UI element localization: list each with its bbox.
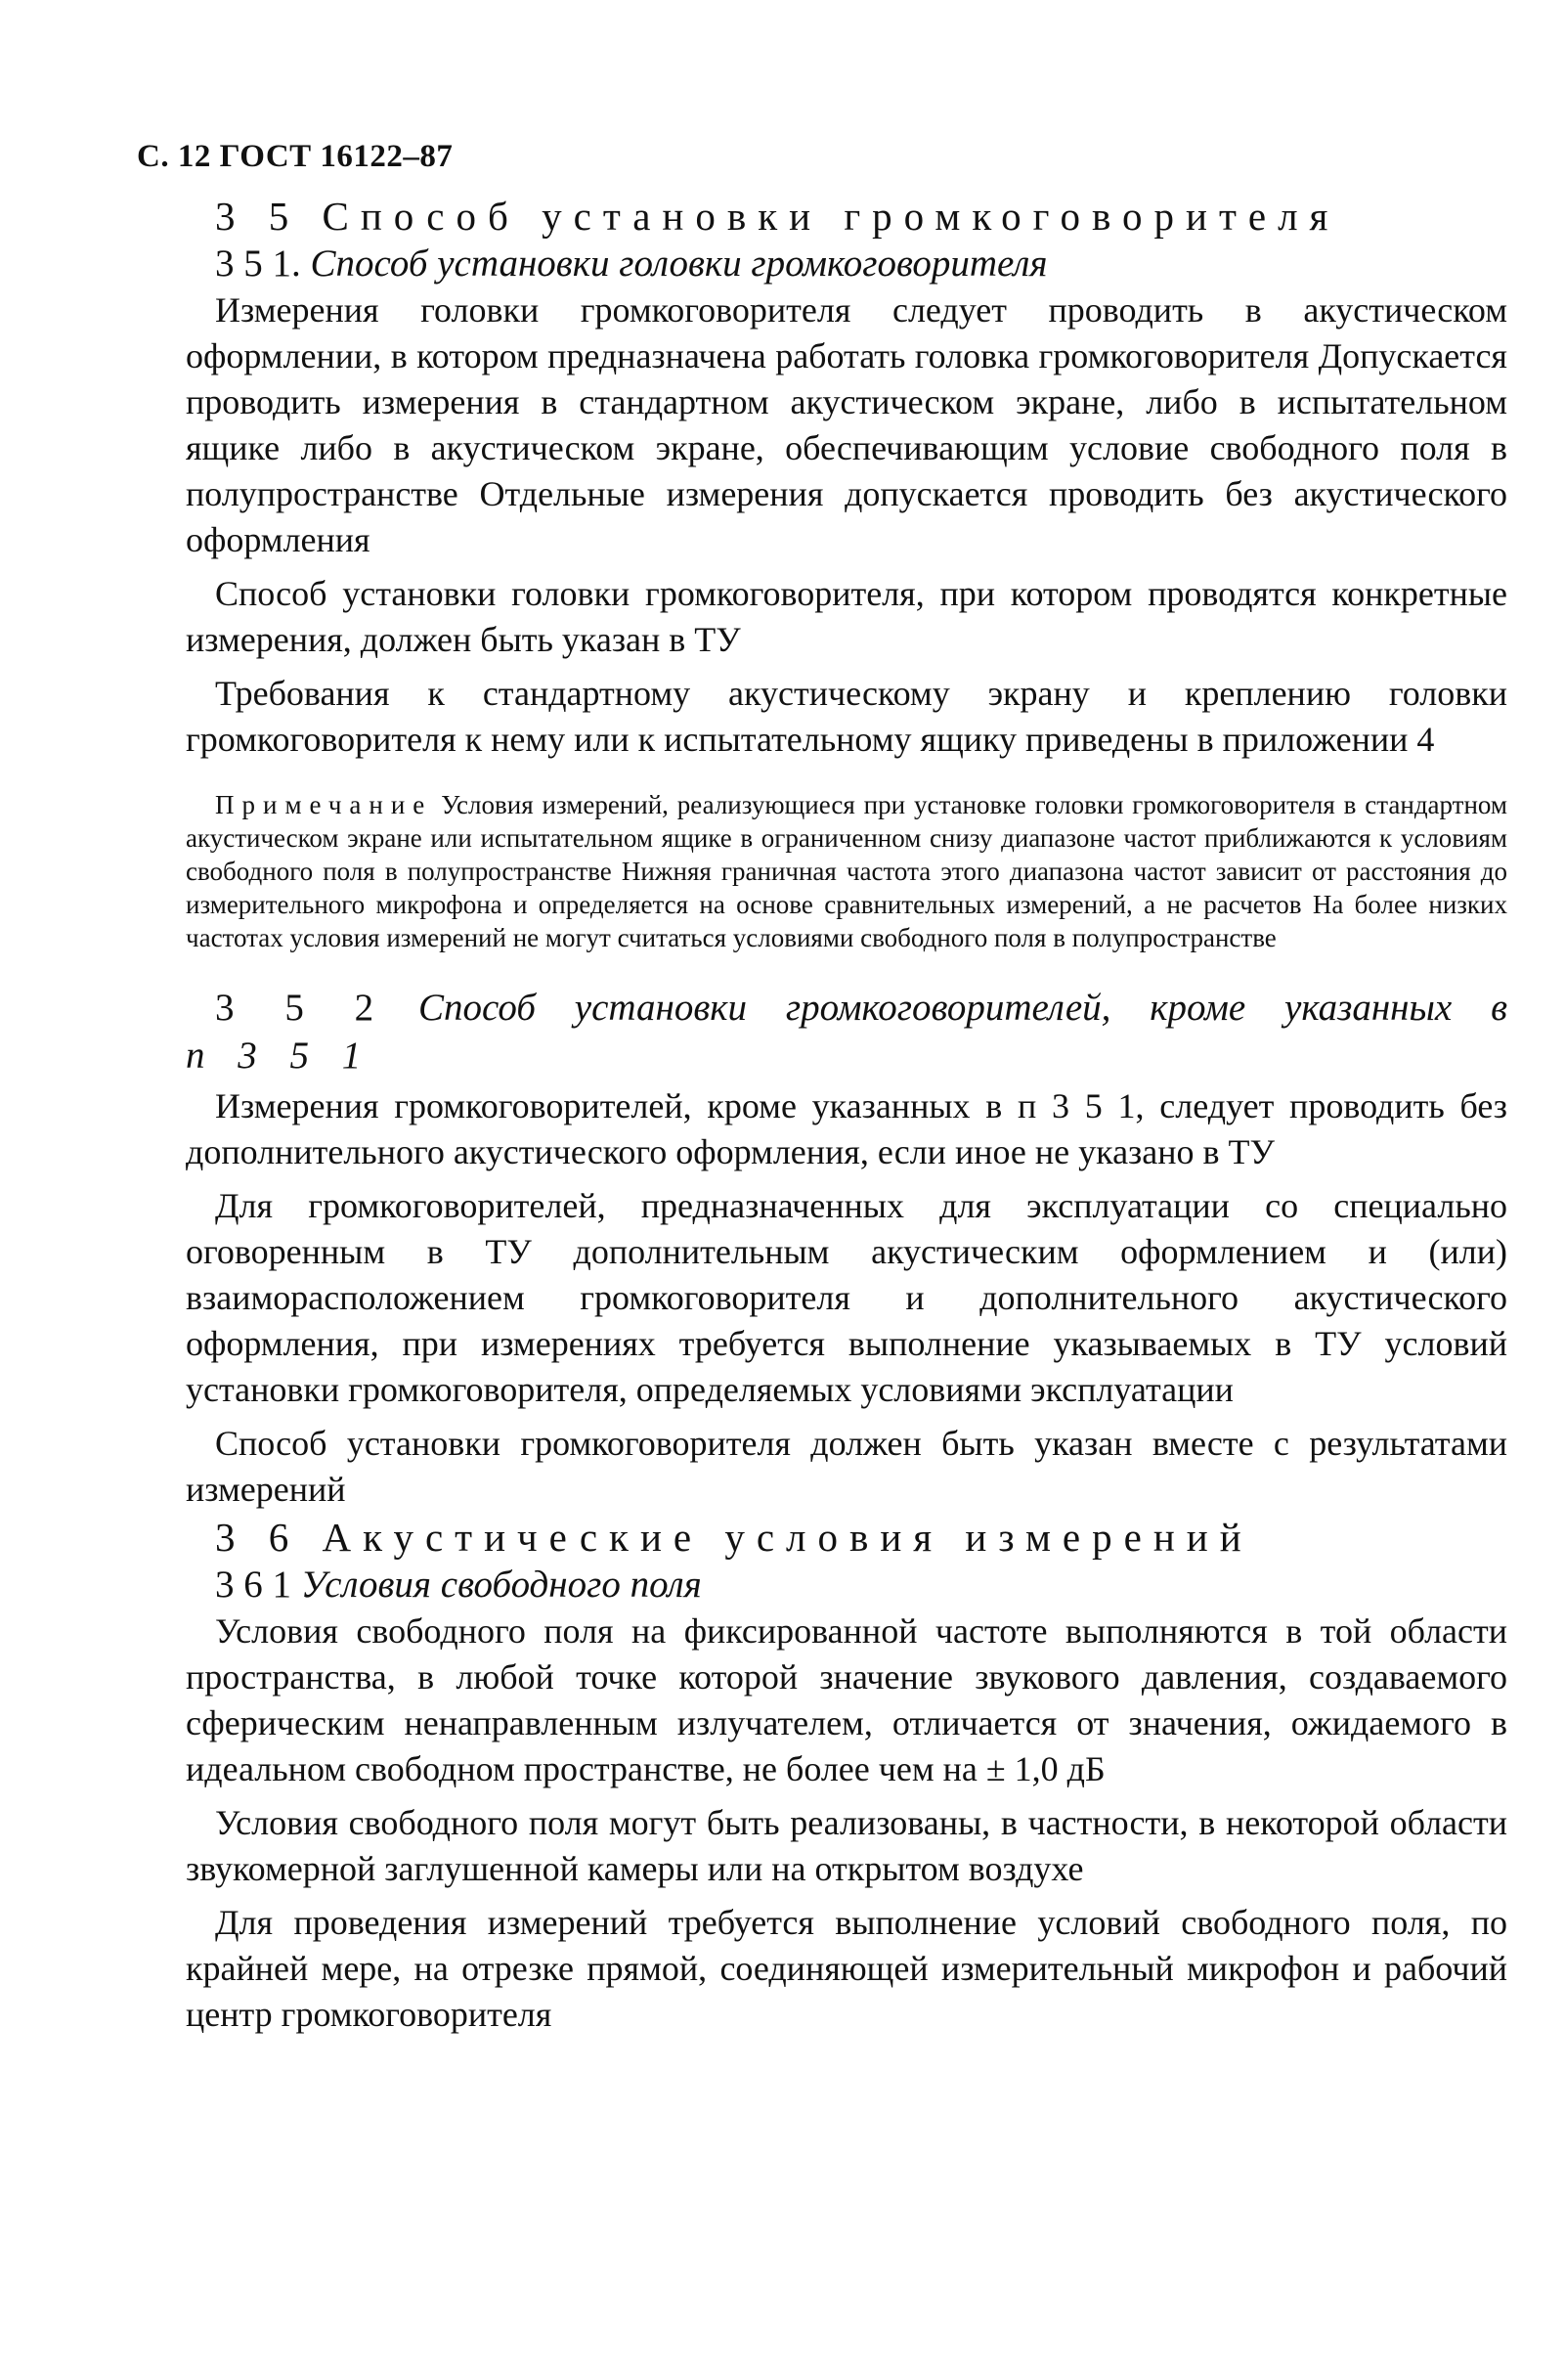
paragraph: Для громкоговорителей, предназначенных для эксплуатации со специально оговоренным в ТУ дополнительным акустическим оформлением и (или) взаиморасположением громкоговорителя и дополнительного акустического оформления, при измерениях требуется выполнение указываемых в ТУ условий установки громкоговорителя, определяемых условиями эксплуатации [186,1186,1507,1409]
note-label: Примечание [215,790,433,819]
subsection-number: 3 5 2 [215,987,380,1029]
page-content [186,192,1507,2046]
section-heading: 3 5 Способ установки громкоговорителя [215,194,1340,239]
paragraph: Условия свободного поля на фиксированной частоте выполняются в той области пространства, в любой точке которой значение звукового давления, создаваемого сферическим ненаправленным излучателем, отличается от значения, ожидаемого в идеальном свободном пространстве, не более чем на ± 1,0 дБ [186,1611,1507,1788]
note [186,788,1507,954]
subsection-heading [215,241,1507,287]
paragraph: Измерения громкоговорителей, кроме указанных в п 3 5 1, следует проводить без дополнительного акустического оформления, если иное не указано в ТУ [186,1086,1507,1171]
page-header: С. 12 ГОСТ 16122–87 [137,139,454,174]
paragraph: Требования к стандартному акустическому экрану и креплению головки громкоговорителя к нему или к испытательному ящику приведены в приложении 4 [186,674,1507,759]
subsection-number: 3 6 1 [215,1564,291,1606]
subsection-heading [215,1562,1507,1609]
subsection-title: Способ установки громкоговорителей, кроме указанных в п 3 5 1 [186,987,1507,1077]
subsection-title: Условия свободного поля [300,1564,702,1606]
section-heading: 3 6 Акустические условия измерений [215,1515,1253,1560]
paragraph: Для проведения измерений требуется выполнение условий свободного поля, по крайней мере, на отрезке прямой, соединяющей измерительный микрофон и рабочий центр громкоговорителя [186,1903,1507,2034]
paragraph: Измерения головки громкоговорителя следует проводить в акустическом оформлении, в котором предназначена работать головка громкоговорителя Допускается проводить измерения в стандартном акустическом экране, либо в испытательном ящике либо в акустическом экране, обеспечивающим условие свободного поля в полупространстве Отдельные измерения допускается проводить без акустического оформления [186,290,1507,559]
paragraph: Способ установки головки громкоговорителя, при котором проводятся конкретные измерения, должен быть указан в ТУ [186,574,1507,659]
paragraph: Способ установки громкоговорителя должен быть указан вместе с результатами измерений [186,1424,1507,1509]
paragraph: Условия свободного поля могут быть реализованы, в частности, в некоторой области звукомерной заглушенной камеры или на открытом воздухе [186,1803,1507,1888]
subsection-number: 3 5 1. [215,242,301,285]
subsection-heading [186,984,1507,1080]
note-text: Условия измерений, реализующиеся при установке головки громкоговорителя в стандартном акустическом экране или испытательном ящике в ограниченном снизу диапазоне частот приближаются к условиям свободного поля в полупространстве Нижняя граничная частота этого диапазона частот зависит от расстояния до измерительного микрофона и определяется на основе сравнительных измерений, а не расчетов На более низких частотах условия измерений не могут считаться условиями свободного поля в полупространстве [186,790,1508,952]
subsection-title: Способ установки головки громкоговорителя [310,242,1048,285]
